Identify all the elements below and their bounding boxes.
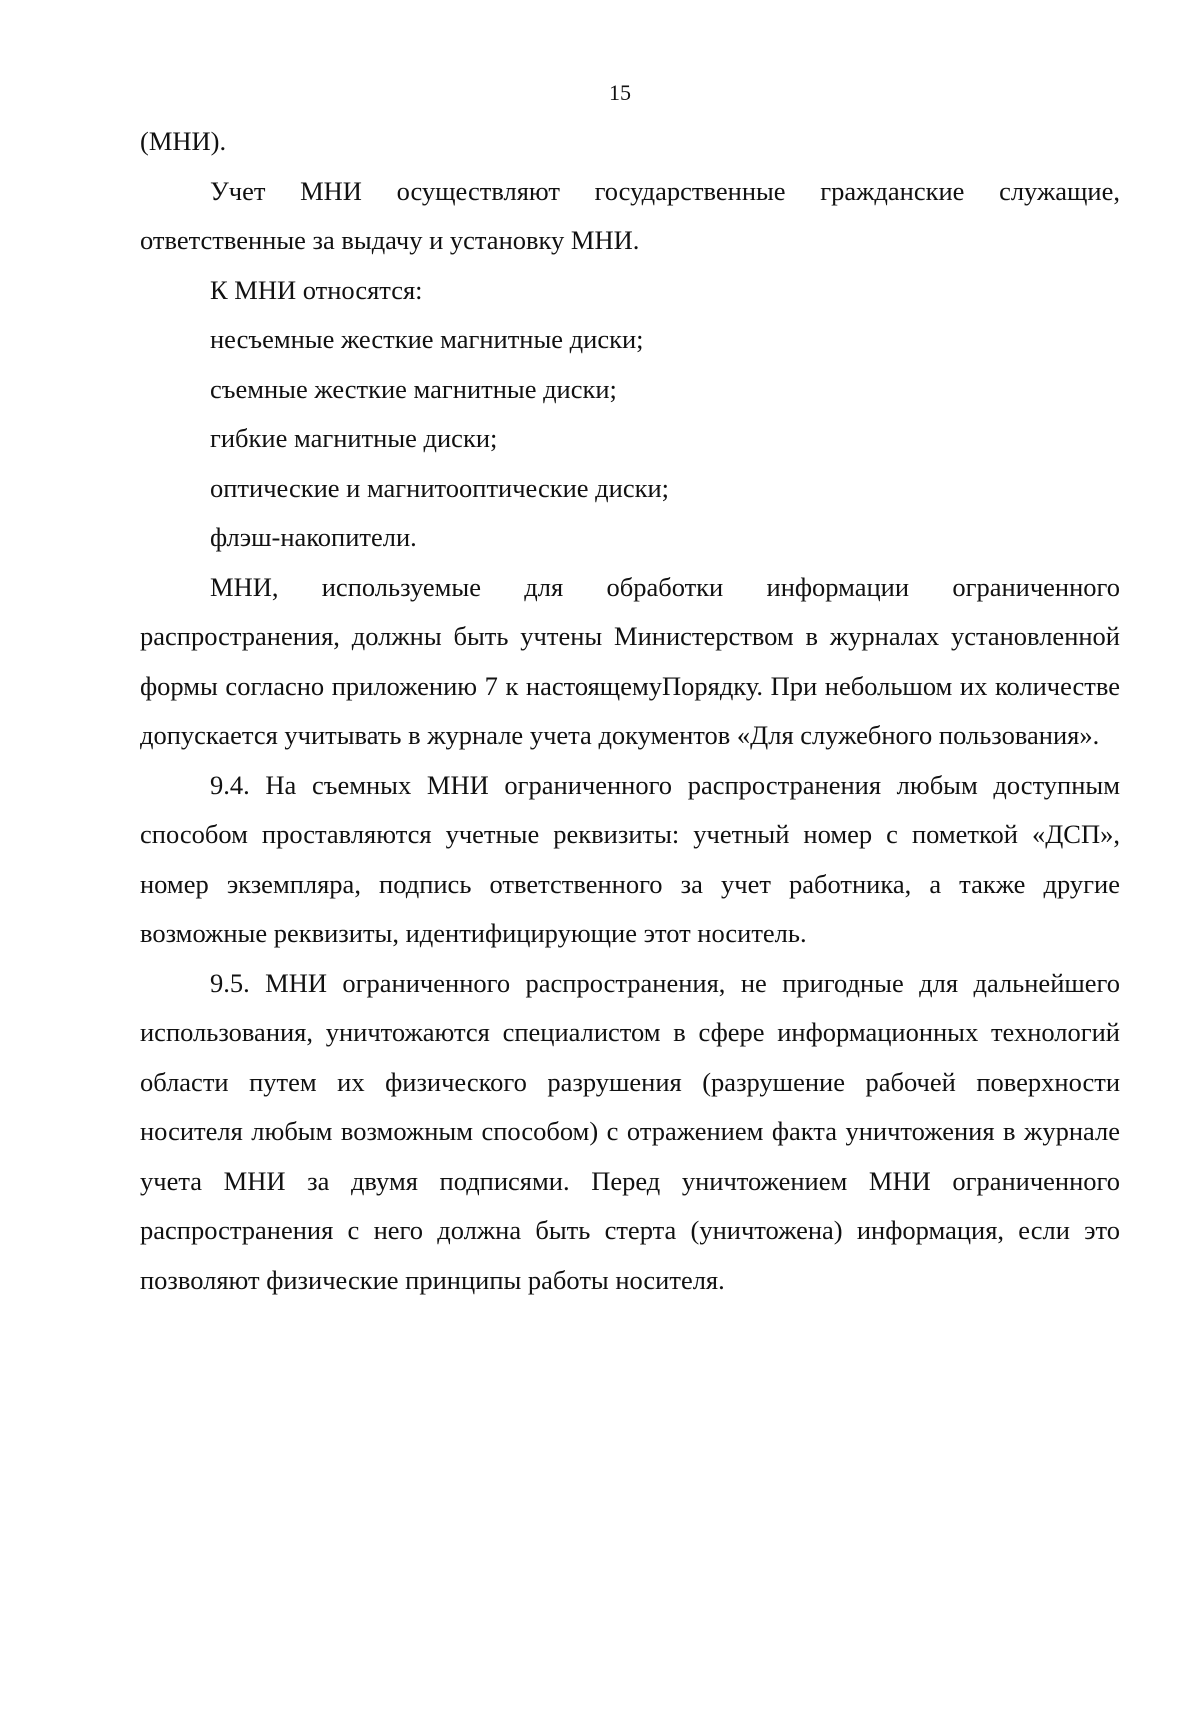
- paragraph-9-5: 9.5. МНИ ограниченного распространения, не пригодные для дальнейшего использования, уничтожаются специалистом в сфере информационных технологий области путем их физического разрушения (разрушение рабочей поверхности носителя любым возможным способом) с отражением факта уничтожения в журнале учета МНИ за двумя подписями. Перед уничтожением МНИ ограниченного распространения с него должна быть стерта (уничтожена) информация, если это позволяют физические принципы работы носителя.: [140, 967, 1120, 1295]
- paragraph-list-intro: К МНИ относятся:: [210, 274, 423, 305]
- paragraph-registration: МНИ, используемые для обработки информации ограниченного распространения, должны быть учтены Министерством в журналах установленной формы согласно приложению 7 к настоящемуПорядку. При небольшом их количестве допускается учитывать в журнале учета документов «Для служебного пользования».: [140, 571, 1120, 750]
- list-item: оптические и магнитооптические диски;: [210, 472, 670, 503]
- paragraph-continuation: (МНИ).: [140, 126, 227, 156]
- page-number: 15: [609, 80, 631, 105]
- paragraph-9-4: 9.4. На съемных МНИ ограниченного распространения любым доступным способом проставляются учетные реквизиты: учетный номер с пометкой «ДСП», номер экземпляра, подпись ответственного за учет работника, а также другие возможные реквизиты, идентифицирующие этот носитель.: [140, 769, 1120, 948]
- document-body: [140, 117, 1120, 1305]
- list-item: съемные жесткие магнитные диски;: [210, 373, 617, 404]
- list-item: флэш-накопители.: [210, 522, 417, 552]
- list-item: несъемные жесткие магнитные диски;: [210, 324, 644, 354]
- paragraph-accounting: Учет МНИ осуществляют государственные гражданские служащие, ответственные за выдачу и установку МНИ.: [140, 175, 1120, 255]
- list-item: гибкие магнитные диски;: [210, 423, 498, 453]
